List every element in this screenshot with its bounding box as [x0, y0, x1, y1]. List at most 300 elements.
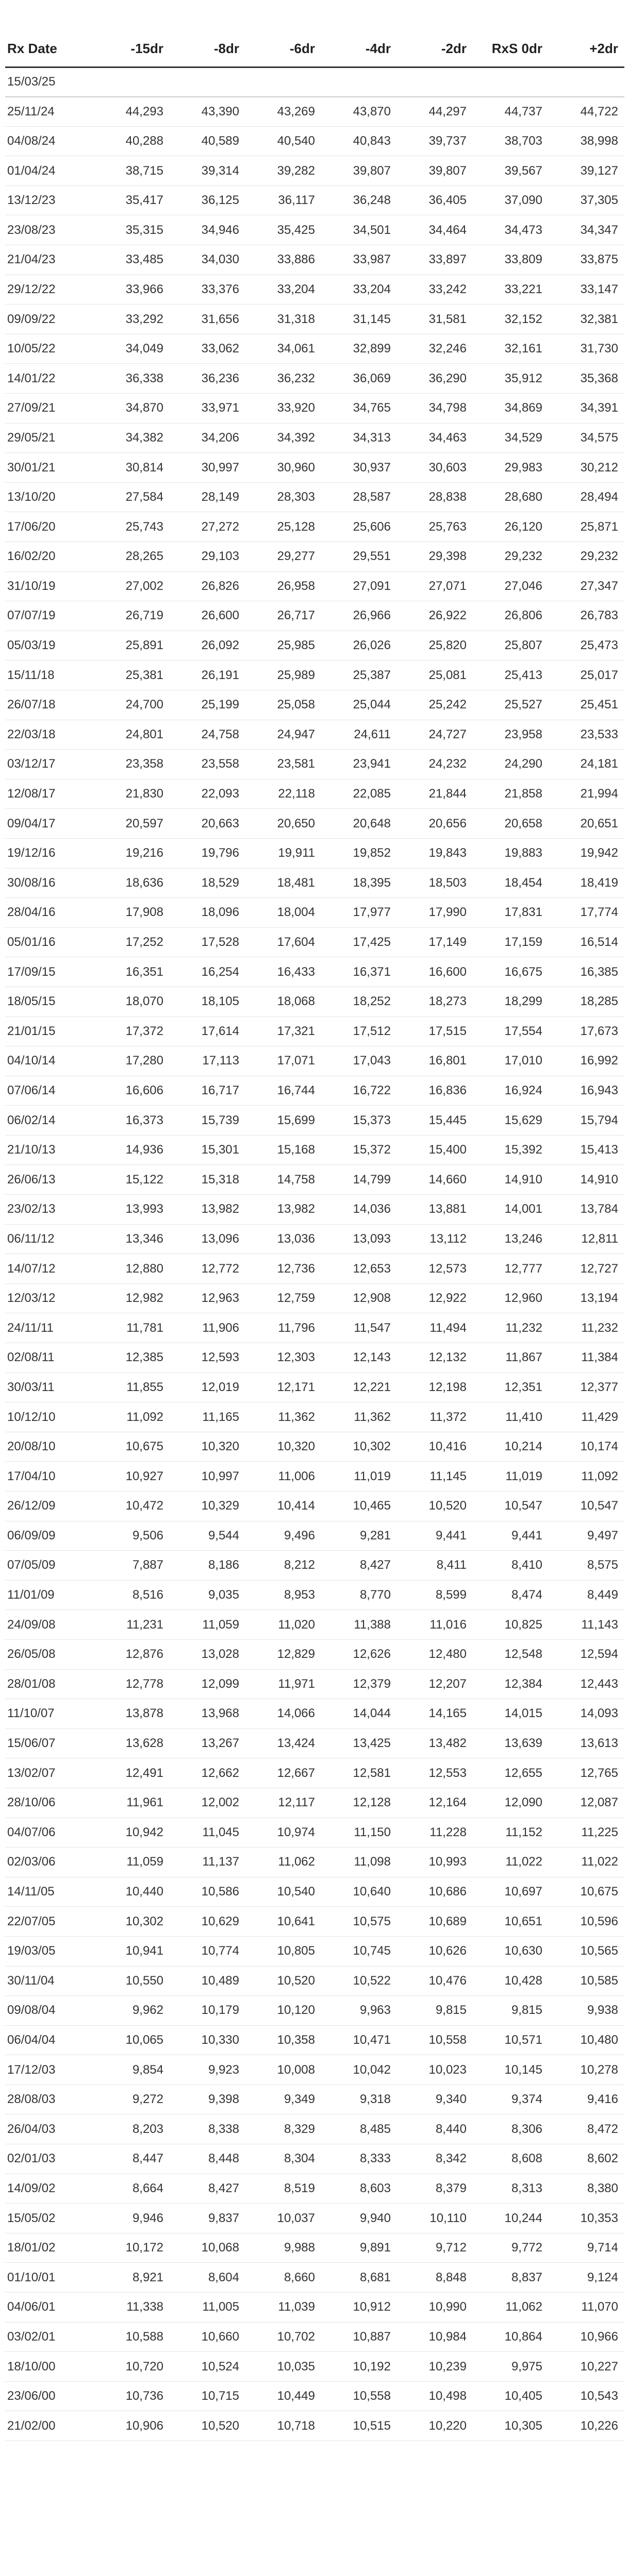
value-cell: 33,062 — [170, 334, 245, 364]
table-row — [5, 690, 624, 720]
value-cell: 14,936 — [94, 1135, 170, 1165]
value-cell: 15,413 — [549, 1135, 624, 1165]
value-cell: 11,016 — [397, 1610, 473, 1640]
value-cell: 18,068 — [245, 987, 321, 1016]
value-cell: 9,035 — [170, 1580, 245, 1610]
value-cell: 18,529 — [170, 868, 245, 898]
value-cell: 11,388 — [321, 1610, 397, 1640]
value-cell: 25,820 — [397, 631, 473, 660]
table-row — [5, 1848, 624, 1877]
value-cell: 33,204 — [245, 275, 321, 304]
value-cell: 11,150 — [321, 1818, 397, 1848]
value-cell: 10,320 — [245, 1432, 321, 1462]
value-cell: 8,329 — [245, 2114, 321, 2144]
value-cell: 13,881 — [397, 1195, 473, 1225]
value-cell: 20,650 — [245, 809, 321, 839]
date-cell: 24/09/08 — [5, 1610, 94, 1640]
date-cell: 28/10/06 — [5, 1788, 94, 1818]
table-row — [5, 423, 624, 453]
value-cell: 15,739 — [170, 1106, 245, 1136]
value-cell: 10,414 — [245, 1492, 321, 1521]
value-cell: 10,864 — [473, 2322, 549, 2352]
value-cell: 19,843 — [397, 838, 473, 868]
date-cell: 22/07/05 — [5, 1907, 94, 1937]
value-cell: 18,419 — [549, 868, 624, 898]
value-cell: 16,924 — [473, 1076, 549, 1106]
value-cell: 10,239 — [397, 2352, 473, 2382]
value-cell: 17,010 — [473, 1046, 549, 1076]
value-cell: 17,425 — [321, 927, 397, 957]
value-cell: 40,589 — [170, 126, 245, 156]
value-cell: 17,528 — [170, 927, 245, 957]
date-cell: 15/06/07 — [5, 1728, 94, 1758]
value-cell: 8,848 — [397, 2263, 473, 2293]
date-cell: 07/07/19 — [5, 601, 94, 631]
value-cell: 10,630 — [473, 1936, 549, 1966]
date-cell: 01/04/24 — [5, 156, 94, 186]
value-cell: 10,640 — [321, 1877, 397, 1907]
value-cell: 17,990 — [397, 898, 473, 928]
value-cell: 12,573 — [397, 1254, 473, 1284]
value-cell: 9,497 — [549, 1521, 624, 1551]
value-cell: 34,313 — [321, 423, 397, 453]
value-cell: 11,045 — [170, 1818, 245, 1848]
value-cell: 13,982 — [170, 1195, 245, 1225]
value-cell: 13,425 — [321, 1728, 397, 1758]
value-cell: 12,443 — [549, 1669, 624, 1699]
value-cell: 20,651 — [549, 809, 624, 839]
table-row — [5, 245, 624, 275]
value-cell: 10,596 — [549, 1907, 624, 1937]
value-cell: 24,801 — [94, 720, 170, 750]
value-cell: 9,398 — [170, 2084, 245, 2114]
table-row — [5, 660, 624, 690]
table-row — [5, 1580, 624, 1610]
date-cell: 13/12/23 — [5, 185, 94, 215]
value-cell: 16,722 — [321, 1076, 397, 1106]
date-cell: 28/04/16 — [5, 898, 94, 928]
value-cell: 32,246 — [397, 334, 473, 364]
value-cell: 26,026 — [321, 631, 397, 660]
date-cell: 17/06/20 — [5, 512, 94, 542]
value-cell: 11,098 — [321, 1848, 397, 1877]
value-cell: 29,232 — [549, 542, 624, 572]
value-cell: 18,004 — [245, 898, 321, 928]
value-cell: 10,906 — [94, 2411, 170, 2441]
date-cell: 23/08/23 — [5, 215, 94, 245]
value-cell: 9,891 — [321, 2233, 397, 2263]
value-cell: 19,216 — [94, 838, 170, 868]
value-cell: 20,648 — [321, 809, 397, 839]
date-cell: 18/05/15 — [5, 987, 94, 1016]
date-cell: 04/08/24 — [5, 126, 94, 156]
value-cell: 11,165 — [170, 1402, 245, 1432]
value-cell: 10,565 — [549, 1936, 624, 1966]
table-row — [5, 2263, 624, 2293]
date-cell: 25/11/24 — [5, 97, 94, 127]
value-cell: 10,329 — [170, 1492, 245, 1521]
value-cell: 33,292 — [94, 304, 170, 334]
value-cell: 31,730 — [549, 334, 624, 364]
value-cell: 10,035 — [245, 2352, 321, 2382]
value-cell: 8,602 — [549, 2144, 624, 2174]
value-cell: 10,575 — [321, 1907, 397, 1937]
value-cell: 26,600 — [170, 601, 245, 631]
value-cell: 13,424 — [245, 1728, 321, 1758]
value-cell: 33,221 — [473, 275, 549, 304]
value-cell: 11,062 — [245, 1848, 321, 1877]
value-cell: 9,815 — [473, 1996, 549, 2026]
value-cell: 36,232 — [245, 364, 321, 394]
table-row — [5, 1907, 624, 1937]
value-cell: 36,236 — [170, 364, 245, 394]
value-cell: 34,575 — [549, 423, 624, 453]
value-cell: 13,639 — [473, 1728, 549, 1758]
value-cell: 11,547 — [321, 1313, 397, 1343]
value-cell: 12,759 — [245, 1283, 321, 1313]
value-cell: 28,680 — [473, 482, 549, 512]
value-cell: 12,019 — [170, 1372, 245, 1402]
value-cell: 10,302 — [94, 1907, 170, 1937]
value-cell: 11,152 — [473, 1818, 549, 1848]
value-cell: 10,697 — [473, 1877, 549, 1907]
value-cell: 11,867 — [473, 1343, 549, 1373]
value-cell — [549, 67, 624, 97]
value-cell: 9,772 — [473, 2233, 549, 2263]
date-cell: 21/10/13 — [5, 1135, 94, 1165]
value-cell: 8,599 — [397, 1580, 473, 1610]
value-cell: 33,875 — [549, 245, 624, 275]
value-cell: 11,971 — [245, 1669, 321, 1699]
value-cell: 10,689 — [397, 1907, 473, 1937]
value-cell: 12,727 — [549, 1254, 624, 1284]
value-cell: 25,381 — [94, 660, 170, 690]
table-row — [5, 275, 624, 304]
value-cell: 10,990 — [397, 2293, 473, 2323]
value-cell: 11,372 — [397, 1402, 473, 1432]
value-cell: 27,002 — [94, 571, 170, 601]
column-header[interactable]: Rx Date — [5, 0, 94, 67]
date-cell: 06/02/14 — [5, 1106, 94, 1136]
value-cell: 25,451 — [549, 690, 624, 720]
date-cell: 02/03/06 — [5, 1848, 94, 1877]
value-cell: 14,066 — [245, 1699, 321, 1729]
value-cell: 25,743 — [94, 512, 170, 542]
table-row — [5, 2055, 624, 2085]
table-row — [5, 1283, 624, 1313]
column-header[interactable]: RxS 0dr — [473, 0, 549, 67]
value-cell: 10,720 — [94, 2352, 170, 2382]
value-cell: 26,806 — [473, 601, 549, 631]
value-cell: 9,441 — [473, 1521, 549, 1551]
date-cell: 15/05/02 — [5, 2204, 94, 2233]
value-cell: 13,878 — [94, 1699, 170, 1729]
value-cell: 10,023 — [397, 2055, 473, 2085]
value-cell: 10,629 — [170, 1907, 245, 1937]
table-row — [5, 2174, 624, 2204]
table-row — [5, 571, 624, 601]
date-cell: 10/05/22 — [5, 334, 94, 364]
date-cell: 18/10/00 — [5, 2352, 94, 2382]
column-header[interactable]: -8dr — [170, 0, 245, 67]
value-cell: 36,248 — [321, 185, 397, 215]
value-cell: 35,417 — [94, 185, 170, 215]
value-cell: 10,120 — [245, 1996, 321, 2026]
value-cell: 34,765 — [321, 394, 397, 423]
date-cell: 17/12/03 — [5, 2055, 94, 2085]
table-row — [5, 2293, 624, 2323]
date-cell: 21/02/00 — [5, 2411, 94, 2441]
value-cell: 8,603 — [321, 2174, 397, 2204]
table-row — [5, 927, 624, 957]
value-cell: 26,958 — [245, 571, 321, 601]
value-cell: 33,987 — [321, 245, 397, 275]
value-cell: 23,558 — [170, 750, 245, 779]
value-cell: 36,338 — [94, 364, 170, 394]
table-row — [5, 1313, 624, 1343]
table-row — [5, 1996, 624, 2026]
value-cell: 9,815 — [397, 1996, 473, 2026]
value-cell: 32,899 — [321, 334, 397, 364]
value-cell: 9,441 — [397, 1521, 473, 1551]
value-cell: 17,977 — [321, 898, 397, 928]
date-cell: 21/01/15 — [5, 1016, 94, 1046]
value-cell: 8,519 — [245, 2174, 321, 2204]
value-cell: 11,059 — [170, 1610, 245, 1640]
table-row — [5, 2233, 624, 2263]
value-cell: 11,092 — [94, 1402, 170, 1432]
value-cell: 12,772 — [170, 1254, 245, 1284]
value-cell: 14,036 — [321, 1195, 397, 1225]
value-cell: 43,269 — [245, 97, 321, 127]
value-cell: 24,181 — [549, 750, 624, 779]
value-cell: 13,246 — [473, 1224, 549, 1254]
value-cell: 12,385 — [94, 1343, 170, 1373]
column-header[interactable]: -15dr — [94, 0, 170, 67]
value-cell: 24,947 — [245, 720, 321, 750]
date-cell: 30/08/16 — [5, 868, 94, 898]
value-cell: 9,988 — [245, 2233, 321, 2263]
table-row — [5, 1195, 624, 1225]
value-cell: 27,046 — [473, 571, 549, 601]
value-cell: 33,204 — [321, 275, 397, 304]
table-row — [5, 2144, 624, 2174]
date-cell: 26/06/13 — [5, 1165, 94, 1195]
value-cell: 33,966 — [94, 275, 170, 304]
date-cell: 01/10/01 — [5, 2263, 94, 2293]
value-cell: 9,544 — [170, 1521, 245, 1551]
value-cell: 28,494 — [549, 482, 624, 512]
date-cell: 27/09/21 — [5, 394, 94, 423]
value-cell: 11,005 — [170, 2293, 245, 2323]
date-cell: 26/07/18 — [5, 690, 94, 720]
value-cell: 9,349 — [245, 2084, 321, 2114]
value-cell: 16,801 — [397, 1046, 473, 1076]
value-cell: 8,660 — [245, 2263, 321, 2293]
value-cell: 36,117 — [245, 185, 321, 215]
value-cell: 16,717 — [170, 1076, 245, 1106]
table-row — [5, 1432, 624, 1462]
value-cell: 14,044 — [321, 1699, 397, 1729]
value-cell: 10,214 — [473, 1432, 549, 1462]
value-cell: 25,891 — [94, 631, 170, 660]
value-cell: 29,551 — [321, 542, 397, 572]
table-row — [5, 868, 624, 898]
value-cell: 22,085 — [321, 779, 397, 809]
value-cell: 8,472 — [549, 2114, 624, 2144]
table-row — [5, 2025, 624, 2055]
value-cell: 33,485 — [94, 245, 170, 275]
value-cell: 10,927 — [94, 1462, 170, 1492]
value-cell: 12,143 — [321, 1343, 397, 1373]
column-header[interactable]: -6dr — [245, 0, 321, 67]
value-cell: 25,763 — [397, 512, 473, 542]
value-cell: 25,871 — [549, 512, 624, 542]
value-cell: 17,908 — [94, 898, 170, 928]
date-cell: 23/02/13 — [5, 1195, 94, 1225]
table-row — [5, 2114, 624, 2144]
table-row — [5, 304, 624, 334]
value-cell: 10,641 — [245, 1907, 321, 1937]
value-cell: 10,540 — [245, 1877, 321, 1907]
value-cell: 10,774 — [170, 1936, 245, 1966]
value-cell: 8,449 — [549, 1580, 624, 1610]
table-row — [5, 1818, 624, 1848]
value-cell: 13,482 — [397, 1728, 473, 1758]
value-cell: 25,044 — [321, 690, 397, 720]
value-cell: 25,387 — [321, 660, 397, 690]
value-cell: 12,778 — [94, 1669, 170, 1699]
date-cell: 17/04/10 — [5, 1462, 94, 1492]
value-cell: 13,982 — [245, 1195, 321, 1225]
table-row — [5, 97, 624, 127]
date-cell: 15/03/25 — [5, 67, 94, 97]
value-cell: 10,585 — [549, 1966, 624, 1996]
column-header[interactable]: +2dr — [549, 0, 624, 67]
value-cell: 17,159 — [473, 927, 549, 957]
value-cell: 11,494 — [397, 1313, 473, 1343]
date-cell: 26/04/03 — [5, 2114, 94, 2144]
value-cell: 11,070 — [549, 2293, 624, 2323]
value-cell: 11,092 — [549, 1462, 624, 1492]
value-cell: 12,351 — [473, 1372, 549, 1402]
value-cell: 8,411 — [397, 1551, 473, 1581]
value-cell: 12,002 — [170, 1788, 245, 1818]
value-cell: 10,174 — [549, 1432, 624, 1462]
table-row — [5, 1106, 624, 1136]
table-row — [5, 631, 624, 660]
value-cell: 12,553 — [397, 1758, 473, 1788]
header-row — [5, 0, 624, 67]
date-cell: 30/03/11 — [5, 1372, 94, 1402]
column-header[interactable]: -2dr — [397, 0, 473, 67]
value-cell: 9,837 — [170, 2204, 245, 2233]
date-cell: 26/05/08 — [5, 1639, 94, 1669]
value-cell: 29,232 — [473, 542, 549, 572]
column-header[interactable]: -4dr — [321, 0, 397, 67]
value-cell: 29,983 — [473, 453, 549, 483]
value-cell: 39,807 — [397, 156, 473, 186]
value-cell: 10,440 — [94, 1877, 170, 1907]
value-cell: 14,093 — [549, 1699, 624, 1729]
value-cell: 33,971 — [170, 394, 245, 423]
value-cell: 12,876 — [94, 1639, 170, 1669]
table-row — [5, 67, 624, 97]
value-cell: 34,869 — [473, 394, 549, 423]
table-row — [5, 482, 624, 512]
value-cell: 16,744 — [245, 1076, 321, 1106]
value-cell: 10,543 — [549, 2381, 624, 2411]
date-cell: 09/08/04 — [5, 1996, 94, 2026]
date-cell: 14/01/22 — [5, 364, 94, 394]
value-cell: 33,376 — [170, 275, 245, 304]
value-cell: 13,036 — [245, 1224, 321, 1254]
value-cell: 24,290 — [473, 750, 549, 779]
value-cell: 19,911 — [245, 838, 321, 868]
table-row — [5, 1639, 624, 1669]
value-cell: 12,594 — [549, 1639, 624, 1669]
value-cell: 39,807 — [321, 156, 397, 186]
value-cell: 17,071 — [245, 1046, 321, 1076]
value-cell: 10,405 — [473, 2381, 549, 2411]
table-row — [5, 750, 624, 779]
value-cell: 10,993 — [397, 1848, 473, 1877]
value-cell: 18,070 — [94, 987, 170, 1016]
value-cell: 35,368 — [549, 364, 624, 394]
date-cell: 30/01/21 — [5, 453, 94, 483]
value-cell: 23,958 — [473, 720, 549, 750]
value-cell: 44,737 — [473, 97, 549, 127]
date-cell: 06/09/09 — [5, 1521, 94, 1551]
value-cell: 16,606 — [94, 1076, 170, 1106]
value-cell: 44,722 — [549, 97, 624, 127]
value-cell: 11,225 — [549, 1818, 624, 1848]
date-cell: 28/01/08 — [5, 1669, 94, 1699]
value-cell: 10,675 — [94, 1432, 170, 1462]
value-cell: 9,938 — [549, 1996, 624, 2026]
value-cell: 8,448 — [170, 2144, 245, 2174]
value-cell: 10,179 — [170, 1996, 245, 2026]
value-cell: 12,198 — [397, 1372, 473, 1402]
value-cell: 10,520 — [245, 1966, 321, 1996]
value-cell — [397, 67, 473, 97]
value-cell: 11,137 — [170, 1848, 245, 1877]
value-cell: 16,371 — [321, 957, 397, 987]
value-cell: 9,946 — [94, 2204, 170, 2233]
value-cell: 34,870 — [94, 394, 170, 423]
table-row — [5, 987, 624, 1016]
table-row — [5, 601, 624, 631]
value-cell: 12,303 — [245, 1343, 321, 1373]
value-cell: 9,496 — [245, 1521, 321, 1551]
value-cell: 10,660 — [170, 2322, 245, 2352]
value-cell: 9,272 — [94, 2084, 170, 2114]
value-cell: 15,699 — [245, 1106, 321, 1136]
table-row — [5, 2352, 624, 2382]
value-cell: 22,093 — [170, 779, 245, 809]
table-row — [5, 809, 624, 839]
value-cell: 18,105 — [170, 987, 245, 1016]
value-cell: 12,379 — [321, 1669, 397, 1699]
value-cell: 23,581 — [245, 750, 321, 779]
value-cell: 39,314 — [170, 156, 245, 186]
value-cell: 25,242 — [397, 690, 473, 720]
value-cell: 10,068 — [170, 2233, 245, 2263]
value-cell: 40,288 — [94, 126, 170, 156]
value-cell: 25,081 — [397, 660, 473, 690]
value-cell: 34,061 — [245, 334, 321, 364]
value-cell: 31,656 — [170, 304, 245, 334]
